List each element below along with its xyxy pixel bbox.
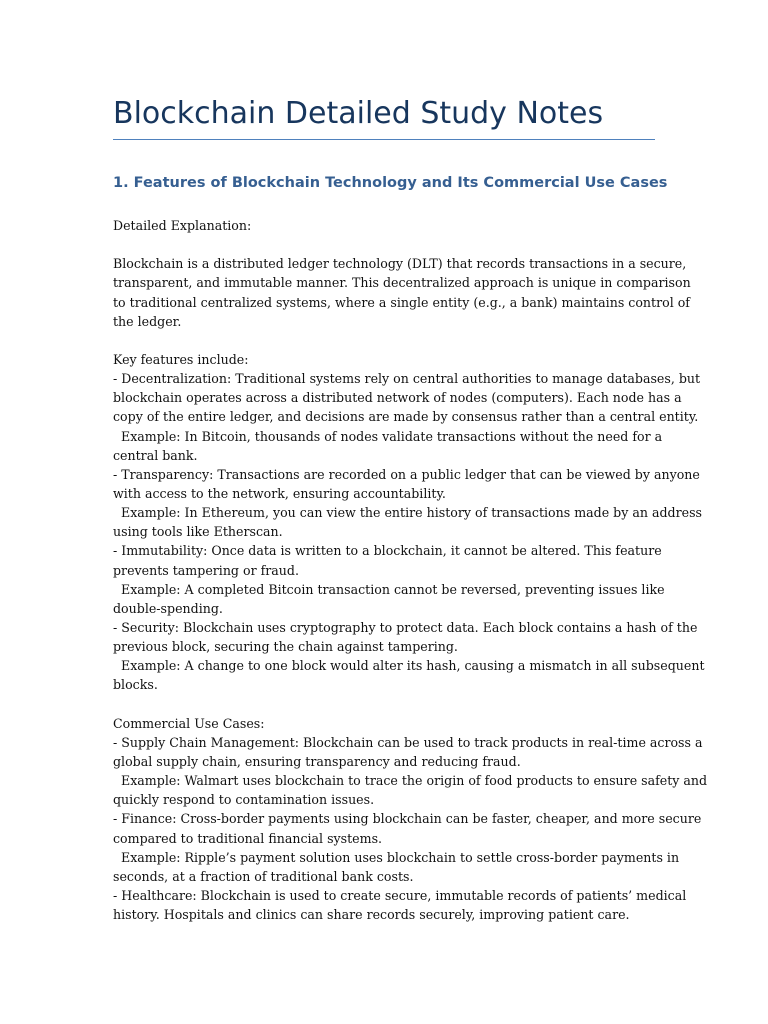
body-line: copy of the entire ledger, and decisions are made by consensus rather than a central entity. (113, 409, 699, 425)
body-line: prevents tampering or fraud. (113, 562, 299, 578)
body-line: Example: Ripple’s payment solution uses blockchain to settle cross-border payments in (113, 849, 680, 865)
title-divider (113, 139, 655, 140)
body-line: history. Hospitals and clinics can share records securely, improving patient care. (113, 907, 630, 923)
body-line: seconds, at a fraction of traditional bank costs. (113, 868, 414, 884)
body-line (113, 331, 658, 350)
body-line: quickly respond to contamination issues. (113, 792, 375, 808)
body-line: Blockchain is a distributed ledger technology (DLT) that records transactions in a secure, (113, 256, 687, 272)
body-line: - Transparency: Transactions are recorded on a public ledger that can be viewed by anyone (113, 466, 700, 482)
body-line: Example: In Ethereum, you can view the entire history of transactions made by an address (113, 505, 703, 521)
body-line: - Immutability: Once data is written to a blockchain, it cannot be altered. This feature (113, 543, 662, 559)
body-line (113, 695, 658, 714)
body-line: - Decentralization: Traditional systems rely on central authorities to manage databases, but (113, 371, 701, 387)
body-line: blockchain operates across a distributed network of nodes (computers). Each node has a (113, 390, 682, 406)
page-title: Blockchain Detailed Study Notes (113, 96, 604, 131)
body-line: - Supply Chain Management: Blockchain can be used to track products in real-time across a (113, 734, 703, 750)
body-line: Key features include: (113, 351, 249, 367)
body-line: - Finance: Cross-border payments using blockchain can be faster, cheaper, and more secure (113, 811, 702, 827)
body-line: previous block, securing the chain against tampering. (113, 639, 458, 655)
section-heading: 1. Features of Blockchain Technology and Its Commercial Use Cases (113, 175, 668, 191)
body-line: central bank. (113, 447, 198, 463)
body-line: Commercial Use Cases: (113, 715, 265, 731)
body-line: Example: A completed Bitcoin transaction cannot be reversed, preventing issues like (113, 581, 665, 597)
body-line: Example: In Bitcoin, thousands of nodes validate transactions without the need for a (113, 428, 663, 444)
body-line: to traditional centralized systems, where a single entity (e.g., a bank) maintains control of (113, 294, 690, 310)
body-line: - Healthcare: Blockchain is used to create secure, immutable records of patients’ medical (113, 887, 687, 903)
body-line: transparent, and immutable manner. This decentralized approach is unique in comparison (113, 275, 691, 291)
body-line: global supply chain, ensuring transparency and reducing fraud. (113, 753, 521, 769)
body-line: the ledger. (113, 313, 182, 329)
body-line: with access to the network, ensuring accountability. (113, 485, 446, 501)
body-line: blocks. (113, 677, 158, 693)
body-line (113, 235, 658, 254)
body-line: Detailed Explanation: (113, 218, 252, 233)
body-line: - Security: Blockchain uses cryptography to protect data. Each block contains a hash of the (113, 619, 698, 635)
body-text (113, 216, 708, 924)
body-line: using tools like Etherscan. (113, 524, 283, 540)
body-line: Example: A change to one block would alter its hash, causing a mismatch in all subsequent (113, 658, 705, 674)
body-line: double-spending. (113, 600, 223, 616)
body-line: Example: Walmart uses blockchain to trace the origin of food products to ensure safety and (113, 773, 708, 789)
body-line: compared to traditional financial systems. (113, 830, 383, 846)
